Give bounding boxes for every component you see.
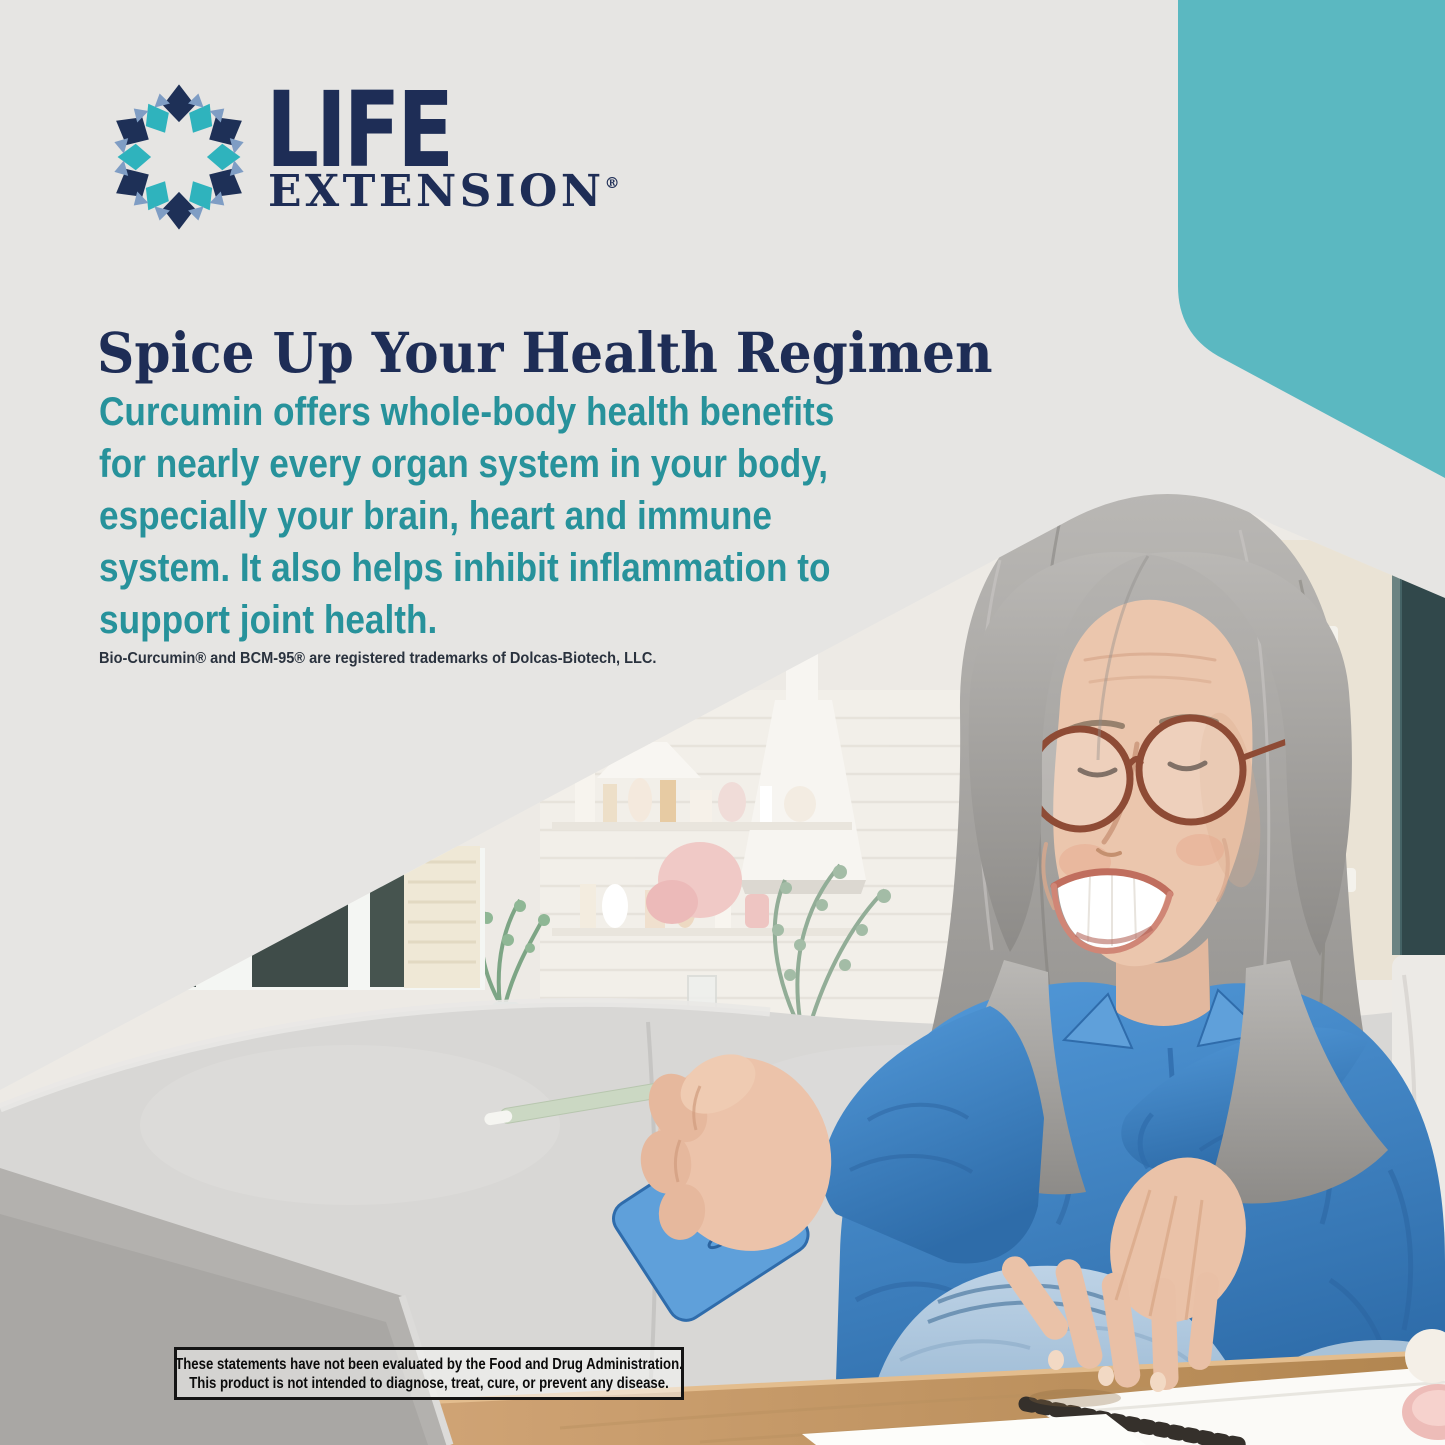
brand-wordmark-extension: EXTENSION® xyxy=(268,166,620,217)
body-line: support joint health. xyxy=(99,598,438,642)
trademark-note: Bio-Curcumin® and BCM-95® are registered trademarks of Dolcas-Biotech, LLC. xyxy=(99,650,657,667)
body-line: for nearly every organ system in your body, xyxy=(99,442,829,486)
fda-disclaimer-line: This product is not intended to diagnose, treat, cure, or prevent any disease. xyxy=(189,1374,669,1392)
body-copy xyxy=(99,386,834,646)
hexagon-mosaic-icon xyxy=(98,76,260,238)
body-line: Curcumin offers whole-body health benefits xyxy=(99,390,835,434)
page-title: Spice Up Your Health Regimen xyxy=(97,319,993,385)
window xyxy=(130,846,485,990)
fda-disclaimer-line: These statements have not been evaluated by the Food and Drug Administration. xyxy=(175,1355,683,1373)
teal-corner-shape xyxy=(1178,0,1445,478)
registered-mark: ® xyxy=(604,174,620,192)
doorway-panel xyxy=(1400,560,1445,955)
fda-disclaimer-text xyxy=(174,1355,684,1393)
body-line: system. It also helps inhibit inflammation to xyxy=(99,546,831,590)
fda-disclaimer-box xyxy=(174,1347,684,1400)
brand-wordmark-life: LIFE xyxy=(266,69,451,191)
life-extension-logo xyxy=(98,69,658,244)
body-line: especially your brain, heart and immune xyxy=(99,494,772,538)
